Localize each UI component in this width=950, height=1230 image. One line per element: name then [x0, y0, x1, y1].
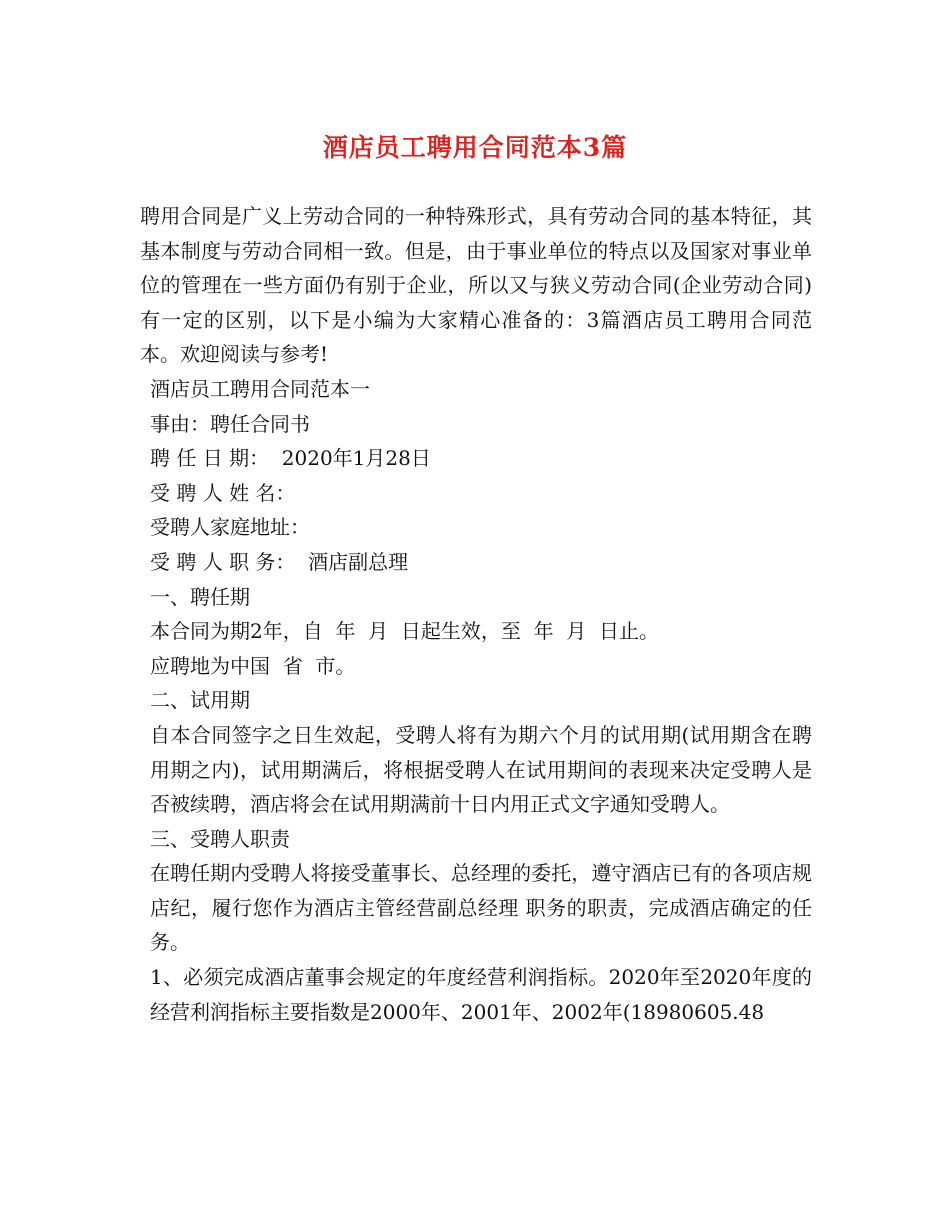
position-line: 受 聘 人 职 务： 酒店副总理	[150, 549, 409, 574]
document-body	[140, 199, 812, 1029]
probation-paragraph: 自本合同签字之日生效起，受聘人将有为期六个月的试用期(试用期含在聘用期之内)，试用期满后，将根据受聘人在试用期间的表现来决定受聘人是否被续聘，酒店将会在试用期满前十日内用正式文字通知受聘人。	[150, 722, 812, 817]
location-line: 应聘地为中国 省 市。	[150, 653, 356, 678]
intro-paragraph: 聘用合同是广义上劳动合同的一种特殊形式，具有劳动合同的基本特征，其基本制度与劳动合同相一致。但是，由于事业单位的特点以及国家对事业单位的管理在一些方面仍有别于企业，所以又与狭义劳动合同(企业劳动合同)有一定的区别，以下是小编为大家精心准备的：3篇酒店员工聘用合同范本。欢迎阅读与参考!	[140, 204, 812, 367]
contract-heading: 酒店员工聘用合同范本一	[150, 376, 370, 401]
term-line: 本合同为期2年，自 年 月 日起生效，至 年 月 日止。	[150, 619, 660, 644]
section-heading-probation: 二、试用期	[150, 688, 250, 713]
duties-paragraph: 在聘任期内受聘人将接受董事长、总经理的委托，遵守酒店已有的各项店规店纪，履行您作为酒店主管经营副总经理 职务的职责，完成酒店确定的任务。	[150, 861, 812, 955]
date-line: 聘 任 日 期： 2020年1月28日	[150, 446, 431, 471]
name-line: 受 聘 人 姓 名：	[150, 480, 296, 505]
section-heading-term: 一、聘任期	[150, 584, 250, 609]
subject-line: 事由：聘任合同书	[150, 411, 310, 436]
address-line: 受聘人家庭地址：	[150, 515, 310, 540]
section-heading-duties: 三、受聘人职责	[150, 826, 290, 851]
duty-item-1: 1、必须完成酒店董事会规定的年度经营利润指标。2020年至2020年度的经营利润指标主要指数是2000年、2001年、2002年(18980605.48	[150, 965, 812, 1024]
document-title: 酒店员工聘用合同范本3篇	[322, 133, 628, 162]
